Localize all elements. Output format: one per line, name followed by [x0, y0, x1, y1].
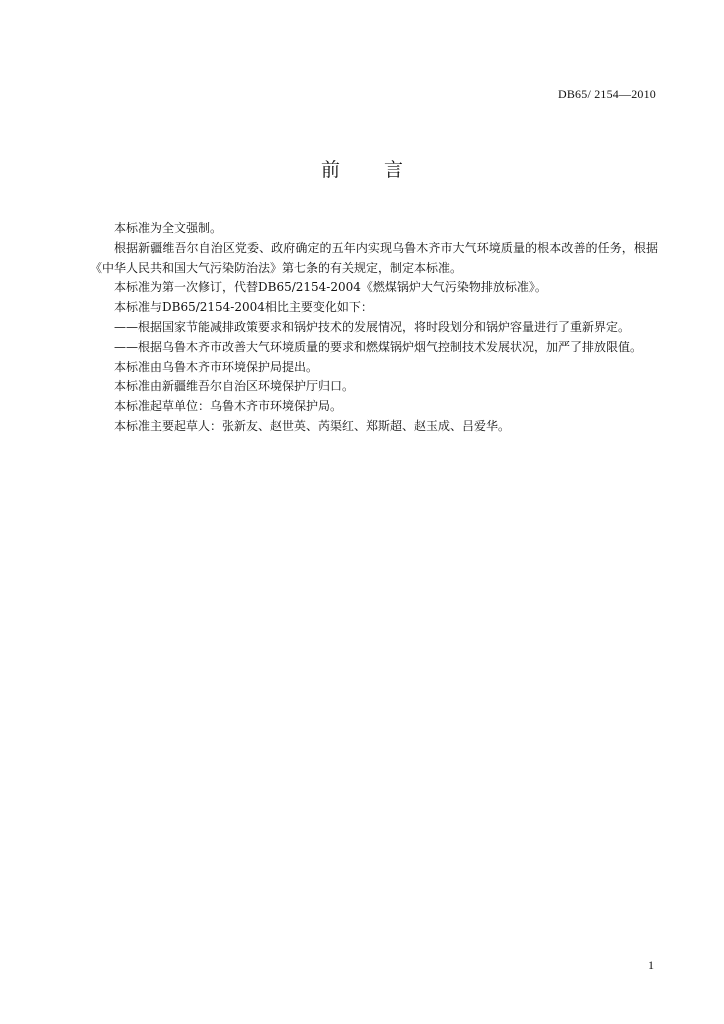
paragraph: 本标准由乌鲁木齐市环境保护局提出。: [114, 359, 319, 374]
page-title: [0, 155, 724, 182]
paragraph: ——根据国家节能减排政策要求和锅炉技术的发展情况，将时段划分和锅炉容量进行了重新界定。: [114, 319, 631, 334]
paragraph: 本标准为全文强制。: [114, 221, 223, 235]
title-char-1: 前: [320, 159, 340, 181]
page-number: 1: [648, 958, 654, 972]
paragraph: 本标准起草单位：乌鲁木齐市环境保护局。: [114, 399, 343, 414]
paragraph: 根据新疆维吾尔自治区党委、政府确定的五年内实现乌鲁木齐市大气环境质量的根本改善的任务，根据《中华人民共和国大气污染防治法》第七条的有关规定，制定本标准。: [90, 240, 658, 275]
paragraph: 本标准由新疆维吾尔自治区环境保护厅归口。: [114, 379, 355, 394]
foreword-body: [90, 219, 658, 437]
paragraph: 本标准与DB65/2154-2004相比主要变化如下：: [114, 300, 373, 315]
title-char-2: 言: [384, 159, 404, 181]
standard-code: DB65/ 2154—2010: [557, 87, 656, 101]
paragraph: 本标准主要起草人：张新友、赵世英、芮渠红、郑斯超、赵玉成、吕爱华。: [114, 418, 511, 433]
paragraph: ——根据乌鲁木齐市改善大气环境质量的要求和燃煤锅炉烟气控制技术发展状况，加严了排放限值。: [114, 339, 643, 354]
paragraph: 本标准为第一次修订，代替DB65/2154-2004《燃煤锅炉大气污染物排放标准》。: [114, 280, 547, 295]
